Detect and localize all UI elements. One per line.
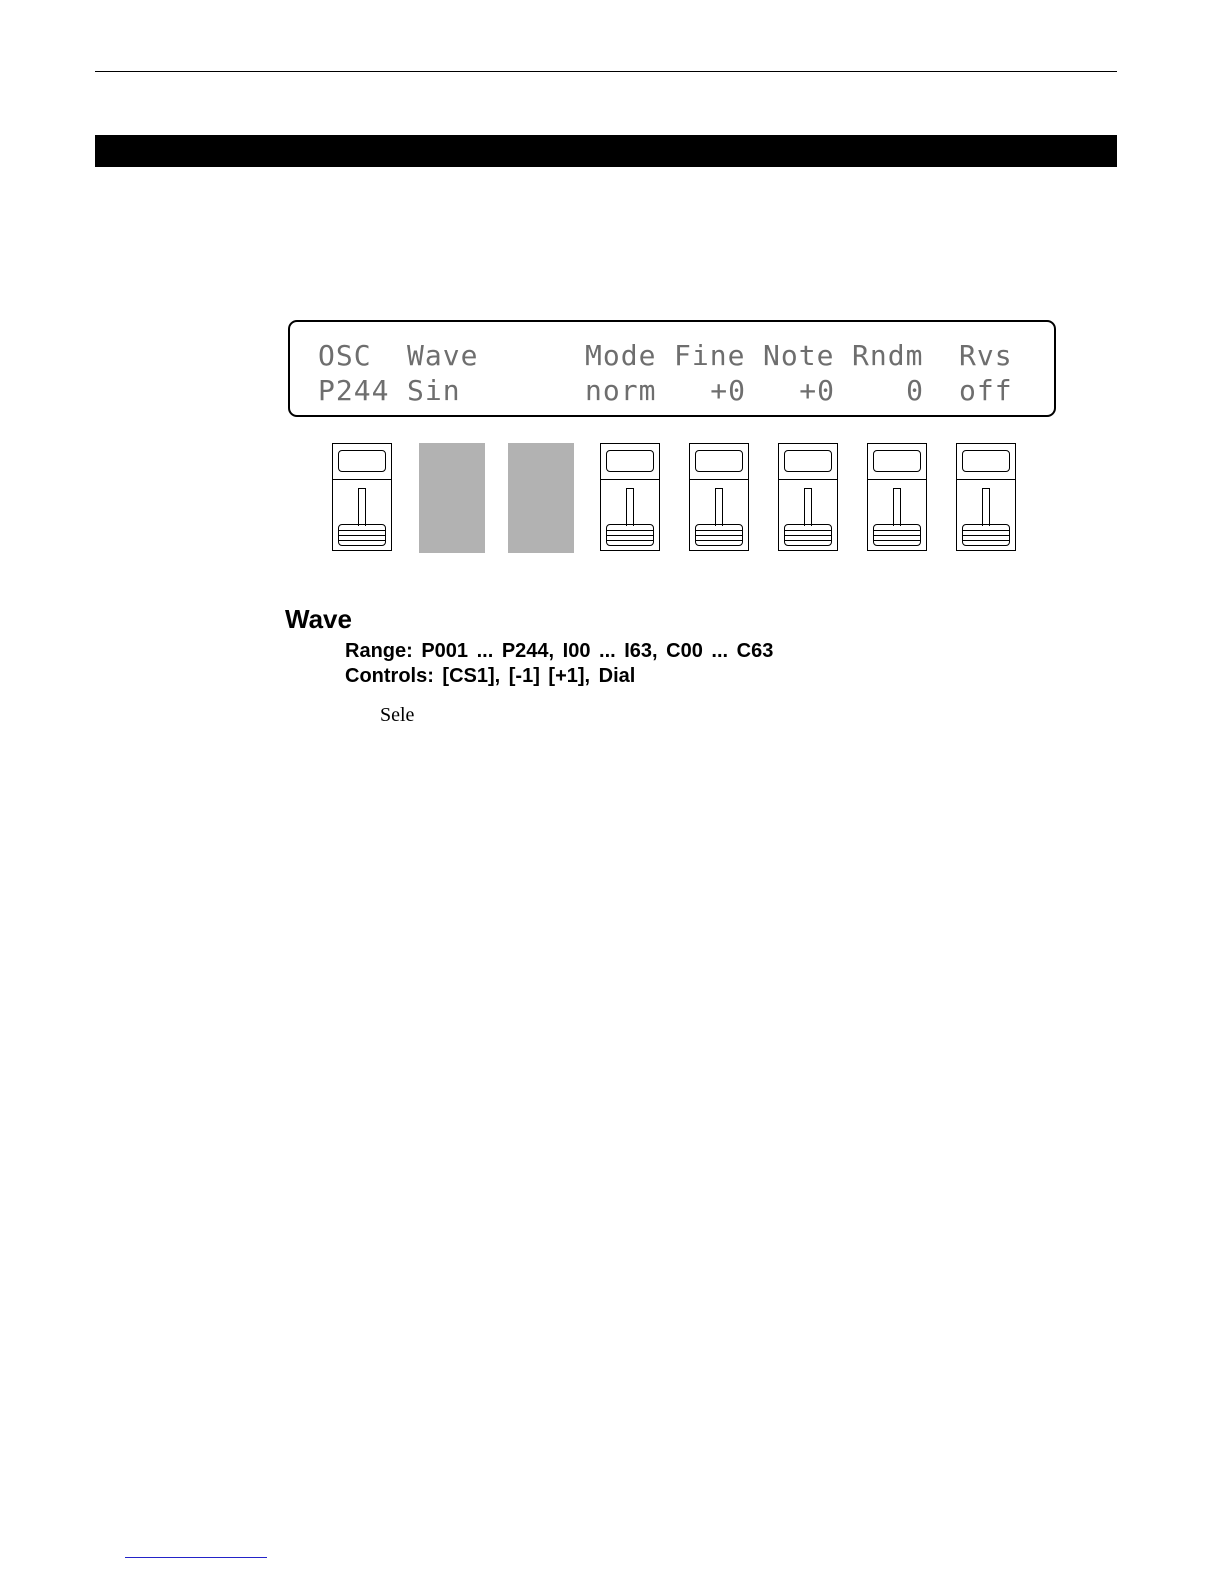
slider-knob[interactable] <box>695 524 743 546</box>
lcd-value-fine: +0 <box>710 374 746 407</box>
slider-divider <box>779 479 837 480</box>
slider-track <box>358 488 366 526</box>
lcd-label-osc: OSC <box>318 339 372 372</box>
header-rule <box>95 71 1117 72</box>
lcd-value-note: +0 <box>799 374 835 407</box>
lcd-label-rndm: Rndm <box>852 339 924 372</box>
slider-button[interactable] <box>962 450 1010 472</box>
slider-track <box>893 488 901 526</box>
parameter-description: Sele <box>380 704 415 726</box>
lcd-value-rvs: off <box>959 374 1013 407</box>
control-slider-1[interactable] <box>332 443 392 551</box>
section-title-bar <box>95 135 1117 167</box>
slider-knob[interactable] <box>606 524 654 546</box>
lcd-label-wave: Wave <box>407 339 479 372</box>
slider-divider <box>333 479 391 480</box>
lcd-label-mode: Mode <box>585 339 657 372</box>
control-slider-7[interactable] <box>867 443 927 551</box>
slider-track <box>804 488 812 526</box>
slider-button[interactable] <box>784 450 832 472</box>
lcd-value-rndm: 0 <box>906 374 924 407</box>
lcd-value-wave: Sin <box>407 374 461 407</box>
control-slider-2-inactive <box>419 443 485 553</box>
lcd-value-mode: norm <box>585 374 657 407</box>
slider-knob[interactable] <box>962 524 1010 546</box>
slider-button[interactable] <box>695 450 743 472</box>
slider-track <box>982 488 990 526</box>
parameter-controls: Controls: [CS1], [-1] [+1], Dial <box>345 665 636 687</box>
control-slider-4[interactable] <box>600 443 660 551</box>
slider-divider <box>601 479 659 480</box>
slider-track <box>715 488 723 526</box>
lcd-display <box>288 320 1056 417</box>
slider-divider <box>868 479 926 480</box>
slider-knob[interactable] <box>873 524 921 546</box>
control-slider-6[interactable] <box>778 443 838 551</box>
footer-link-underline[interactable] <box>125 1557 267 1558</box>
slider-button[interactable] <box>873 450 921 472</box>
control-slider-5[interactable] <box>689 443 749 551</box>
parameter-range: Range: P001 ... P244, I00 ... I63, C00 ... C63 <box>345 640 774 662</box>
slider-divider <box>690 479 748 480</box>
slider-divider <box>957 479 1015 480</box>
slider-track <box>626 488 634 526</box>
parameter-title: Wave <box>285 604 352 634</box>
slider-button[interactable] <box>338 450 386 472</box>
slider-button[interactable] <box>606 450 654 472</box>
control-slider-3-inactive <box>508 443 574 553</box>
lcd-label-fine: Fine <box>674 339 746 372</box>
slider-knob[interactable] <box>784 524 832 546</box>
slider-knob[interactable] <box>338 524 386 546</box>
control-slider-8[interactable] <box>956 443 1016 551</box>
lcd-label-rvs: Rvs <box>959 339 1013 372</box>
lcd-label-note: Note <box>763 339 835 372</box>
lcd-value-osc: P244 <box>318 374 390 407</box>
